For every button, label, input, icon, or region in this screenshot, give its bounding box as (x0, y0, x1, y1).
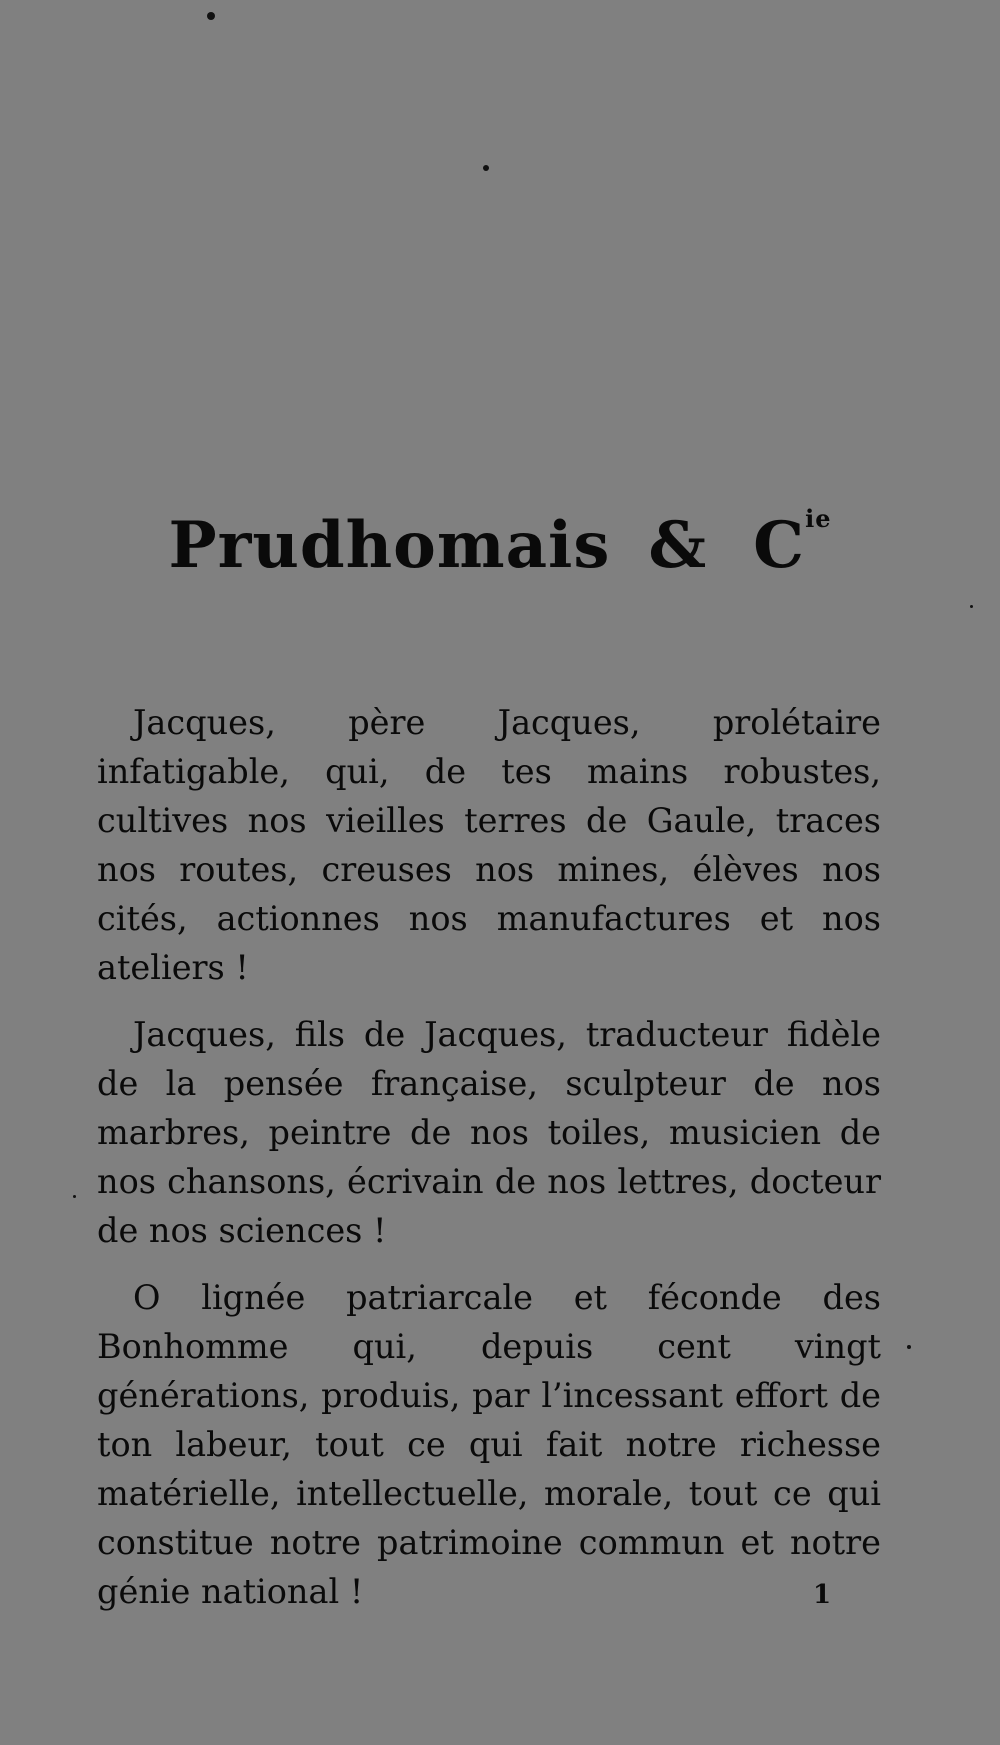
title-main: Prudhomais (168, 507, 611, 583)
ink-speck (907, 1345, 911, 1349)
title-company-superscript: ie (805, 503, 832, 533)
page-title (0, 503, 1000, 583)
title-company: C (753, 507, 806, 583)
paragraph: Jacques, père Jacques, prolétaire infatigable, qui, de tes mains robustes, cultives nos vieilles terres de Gaule, traces nos routes, creuses nos mines, élèves nos cités, actionnes nos manufactures et nos ateliers ! (97, 703, 881, 987)
title-ampersand: & (648, 507, 708, 583)
page-number: 1 (813, 1580, 832, 1610)
ink-speck (73, 1195, 76, 1198)
ink-speck (207, 12, 215, 20)
body-text (97, 698, 881, 1634)
ink-speck (970, 605, 973, 608)
paragraph: Jacques, fils de Jacques, traducteur fidèle de la pensée française, sculpteur de nos marbres, peintre de nos toiles, musicien de nos chansons, écrivain de nos lettres, docteur de nos sciences ! (97, 1015, 881, 1250)
ink-speck (483, 165, 489, 171)
paragraph: O lignée patriarcale et féconde des Bonhomme qui, depuis cent vingt générations, produis, par l’incessant effort de ton labeur, tout ce qui fait notre richesse matérielle, intellectuelle, morale, tout ce qui constitue notre patrimoine commun et notre génie national ! (97, 1278, 881, 1611)
